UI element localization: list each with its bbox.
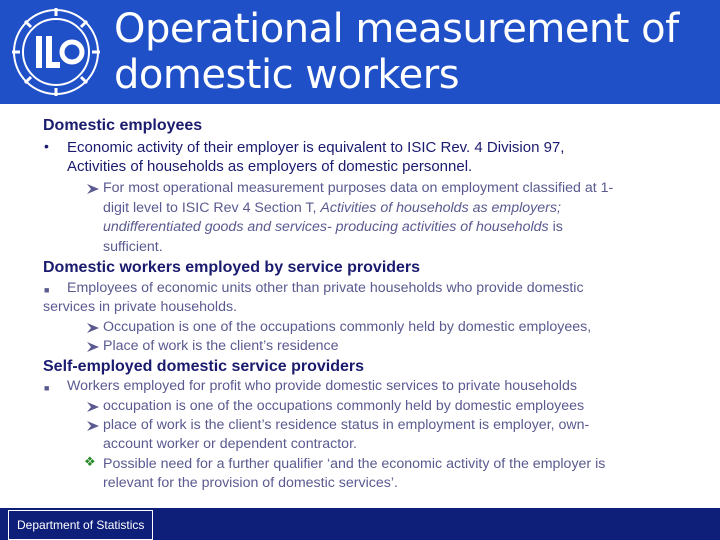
section3-bullet-line-1: Workers employed for profit who provide domestic services to private households bbox=[67, 378, 577, 394]
arrow-bullet-icon bbox=[86, 419, 100, 433]
section-heading-service-providers: Domestic workers employed by service providers bbox=[43, 259, 421, 276]
section3-sub-3-line-2: relevant for the provision of domestic services’. bbox=[103, 475, 398, 491]
section-heading-self-employed: Self-employed domestic service providers bbox=[43, 358, 365, 375]
bullet-dot-icon: • bbox=[44, 138, 49, 154]
arrow-bullet-icon bbox=[86, 321, 100, 335]
title-line-1: Operational measurement of bbox=[114, 6, 679, 52]
section2-bullet-line-1: Employees of economic units other than private households who provide domestic bbox=[67, 280, 584, 296]
department-label: Department of Statistics bbox=[8, 510, 153, 540]
arrow-bullet-icon bbox=[86, 182, 100, 196]
slide-header bbox=[0, 0, 720, 104]
slide-content bbox=[0, 104, 720, 508]
section1-sub-line-1: For most operational measurement purposes data on employment classified at 1- bbox=[103, 180, 614, 196]
diamond-bullet-icon: ❖ bbox=[84, 454, 96, 469]
ilo-logo-icon bbox=[6, 6, 106, 98]
title-line-2: domestic workers bbox=[114, 52, 460, 98]
section3-sub-3-line-1: Possible need for a further qualifier ‘and the economic activity of the employer is bbox=[103, 456, 606, 472]
section3-sub-1: occupation is one of the occupations commonly held by domestic employees bbox=[103, 398, 585, 414]
section3-sub-2-line-1: place of work is the client’s residence status in employment is employer, own- bbox=[103, 417, 590, 433]
square-bullet-icon: ■ bbox=[44, 285, 50, 295]
arrow-bullet-icon bbox=[86, 340, 100, 354]
slide-footer bbox=[0, 508, 720, 540]
section1-sub-line-3: undifferentiated goods and services- producing activities of households is bbox=[103, 219, 563, 235]
section3-sub-2-line-2: account worker or dependent contractor. bbox=[103, 436, 357, 452]
section1-bullet-line-1: Economic activity of their employer is equivalent to ISIC Rev. 4 Division 97, bbox=[67, 139, 565, 156]
section2-bullet-line-2: services in private households. bbox=[43, 299, 237, 315]
arrow-bullet-icon bbox=[86, 400, 100, 414]
slide-title bbox=[114, 6, 714, 98]
section1-bullet-line-2: Activities of households as employers of domestic personnel. bbox=[67, 158, 473, 175]
section-heading-domestic-employees: Domestic employees bbox=[43, 117, 203, 134]
square-bullet-icon: ■ bbox=[44, 383, 50, 393]
section1-sub-line-4: sufficient. bbox=[103, 239, 163, 255]
section1-sub-line-2: digit level to ISIC Rev 4 Section T, Activities of households as employers; bbox=[103, 200, 561, 216]
section2-sub-2: Place of work is the client’s residence bbox=[103, 338, 339, 354]
section2-sub-1: Occupation is one of the occupations commonly held by domestic employees, bbox=[103, 319, 592, 335]
